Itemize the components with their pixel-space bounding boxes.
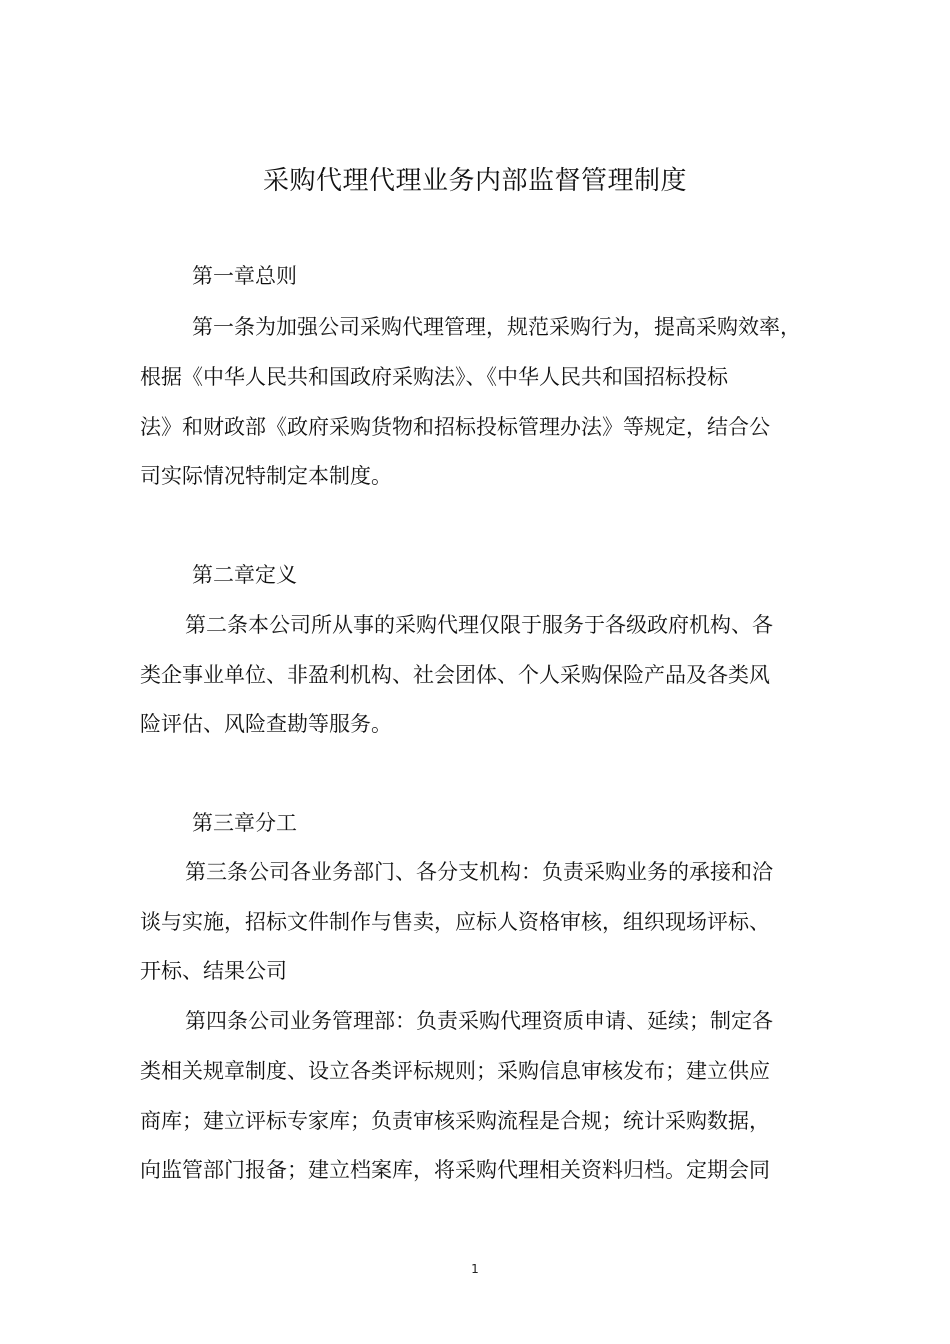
article-4-line-1: 第四条公司业务管理部：负责采购代理资质申请、延续；制定各 bbox=[185, 1009, 773, 1033]
article-1-line-4: 司实际情况特制定本制度。 bbox=[140, 464, 392, 488]
article-1-line-1: 第一条为加强公司采购代理管理，规范采购行为，提高采购效率， bbox=[192, 315, 801, 339]
chapter-heading-2: 第二章定义 bbox=[192, 563, 297, 587]
article-3-line-3: 开标、结果公司 bbox=[140, 959, 287, 983]
article-2-line-1: 第二条本公司所从事的采购代理仅限于服务于各级政府机构、各 bbox=[185, 613, 773, 637]
article-4-line-2: 类相关规章制度、设立各类评标规则；采购信息审核发布；建立供应 bbox=[140, 1059, 770, 1083]
chapter-heading-3: 第三章分工 bbox=[192, 811, 297, 835]
page-title: 采购代理代理业务内部监督管理制度 bbox=[262, 166, 687, 196]
article-2-line-2: 类企事业单位、非盈利机构、社会团体、个人采购保险产品及各类风 bbox=[140, 663, 770, 687]
article-1-line-3: 法》和财政部《政府采购货物和招标投标管理办法》等规定，结合公 bbox=[140, 415, 770, 439]
article-2-line-3: 险评估、风险查勘等服务。 bbox=[140, 712, 392, 736]
chapter-heading-1: 第一章总则 bbox=[192, 264, 297, 288]
article-1-line-2: 根据《中华人民共和国政府采购法》、《中华人民共和国招标投标 bbox=[140, 365, 728, 389]
page-number: 1 bbox=[471, 1262, 479, 1276]
article-4-line-4: 向监管部门报备；建立档案库，将采购代理相关资料归档。定期会同 bbox=[140, 1158, 770, 1182]
article-3-line-2: 谈与实施，招标文件制作与售卖，应标人资格审核，组织现场评标、 bbox=[140, 910, 770, 934]
article-4-line-3: 商库；建立评标专家库；负责审核采购流程是合规；统计采购数据， bbox=[140, 1109, 770, 1133]
article-3-line-1: 第三条公司各业务部门、各分支机构：负责采购业务的承接和洽 bbox=[185, 860, 773, 884]
